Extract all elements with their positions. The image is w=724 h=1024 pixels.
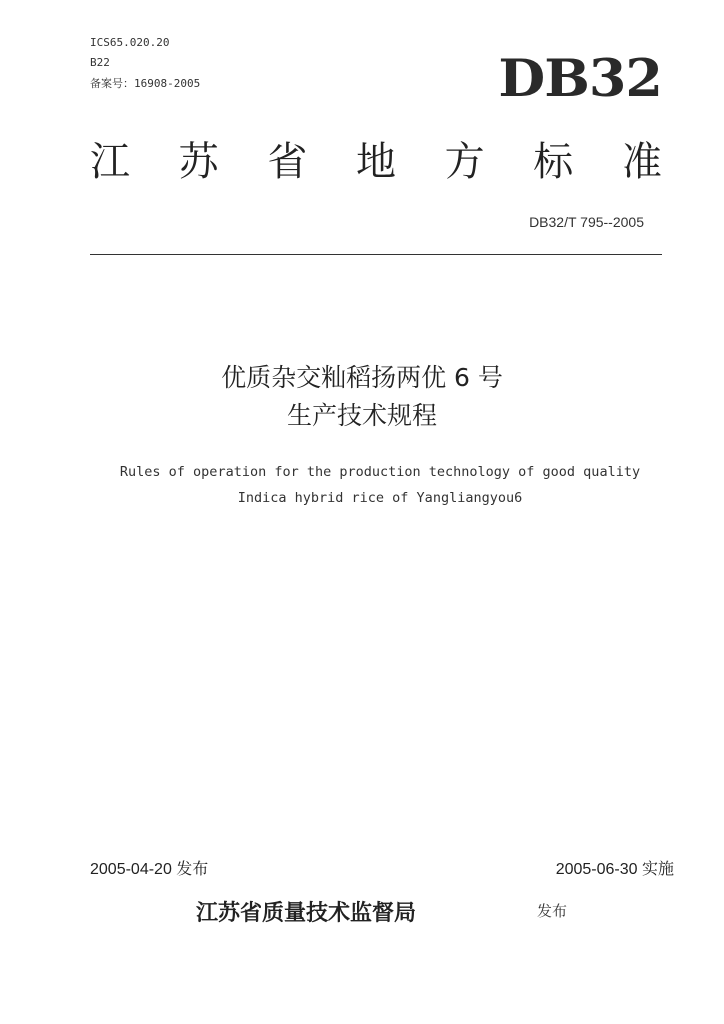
ics-code: ICS65.020.20	[90, 36, 170, 49]
standard-type-char: 准	[621, 139, 662, 185]
english-title-line2: Indica hybrid rice of Yangliangyou6	[237, 490, 523, 506]
publish-date: 2005-04-20 发布	[90, 861, 209, 878]
standard-type-heading	[90, 130, 662, 187]
implement-date: 2005-06-30 实施	[555, 861, 674, 878]
standard-type-char: 省	[267, 139, 308, 185]
standard-type-char: 苏	[178, 139, 219, 185]
issuer-suffix: 发布	[537, 902, 568, 920]
standard-type-char: 江	[90, 139, 130, 185]
standard-type-char: 标	[533, 139, 574, 185]
db32-logo: DB32	[498, 47, 662, 109]
english-title-line1: Rules of operation for the production technology of good quality	[119, 464, 641, 480]
record-number: 备案号：16908-2005	[90, 77, 201, 90]
issuing-authority: 江苏省质量技术监督局	[196, 901, 417, 926]
standard-number: DB32/T 795--2005	[529, 214, 644, 230]
document-title-line1: 优质杂交籼稻扬两优 6 号	[221, 363, 503, 392]
standard-type-char: 地	[355, 139, 396, 185]
classification-code: B22	[90, 56, 110, 69]
document-title-line2: 生产技术规程	[286, 401, 437, 430]
standard-type-char: 方	[444, 139, 485, 185]
header-divider	[90, 254, 662, 255]
